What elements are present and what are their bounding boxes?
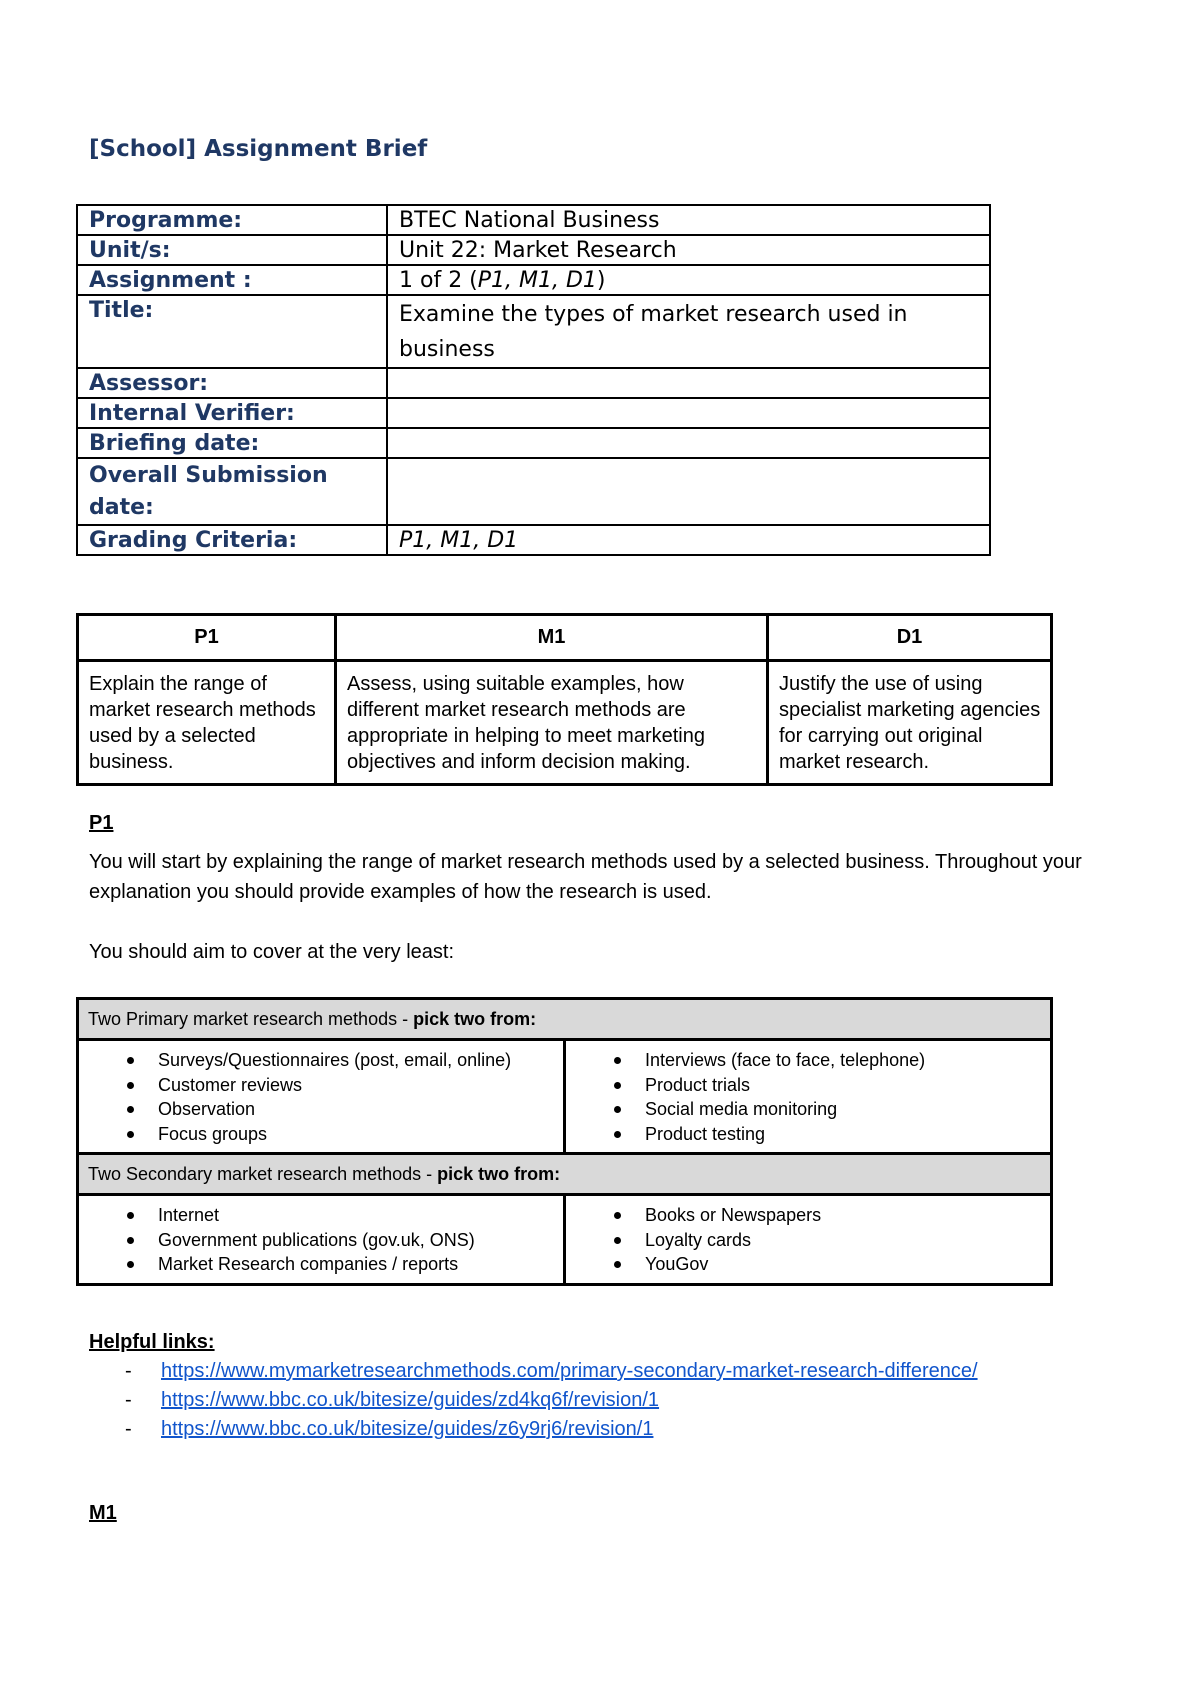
helpful-links-list — [89, 1357, 989, 1444]
assignment-value — [387, 265, 990, 295]
info-row-internal-verifier — [77, 398, 990, 428]
criteria-description-p1: Explain the range of market research methods used by a selected business. — [78, 661, 336, 785]
secondary-methods-heading — [78, 1154, 1052, 1195]
secondary-methods-header-row — [78, 1154, 1052, 1195]
assignment-label: Assignment : — [77, 265, 387, 295]
list-item: Market Research companies / reports — [79, 1252, 563, 1277]
primary-methods-right-cell — [565, 1040, 1052, 1154]
info-row-assignment — [77, 265, 990, 295]
info-row-overall-submission — [77, 458, 990, 525]
link-bbc-bitesize-zd4kq6f[interactable]: https://www.bbc.co.uk/bitesize/guides/zd4kq6f/revision/1 — [161, 1389, 660, 1411]
link-item — [89, 1357, 989, 1386]
list-item: YouGov — [566, 1252, 1050, 1277]
info-row-units — [77, 235, 990, 265]
primary-methods-right-list — [566, 1048, 1050, 1146]
primary-methods-header-row — [78, 999, 1052, 1040]
page-title: [School] Assignment Brief — [89, 136, 428, 162]
list-item: Customer reviews — [79, 1073, 563, 1098]
secondary-methods-right-cell — [565, 1195, 1052, 1285]
title-label: Title: — [77, 295, 387, 368]
briefing-date-label: Briefing date: — [77, 428, 387, 458]
criteria-description-d1: Justify the use of using specialist marketing agencies for carrying out original market research. — [768, 661, 1052, 785]
list-item: Surveys/Questionnaires (post, email, online) — [79, 1048, 563, 1073]
internal-verifier-label: Internal Verifier: — [77, 398, 387, 428]
assessor-value — [387, 368, 990, 398]
list-item: Social media monitoring — [566, 1097, 1050, 1122]
overall-submission-label: Overall Submission date: — [77, 458, 387, 525]
grading-criteria-table — [76, 613, 1053, 786]
list-item: Product testing — [566, 1122, 1050, 1147]
secondary-methods-left-list — [79, 1203, 563, 1277]
primary-methods-left-cell — [78, 1040, 565, 1154]
list-item: Product trials — [566, 1073, 1050, 1098]
programme-value: BTEC National Business — [387, 205, 990, 235]
grading-criteria-value: P1, M1, D1 — [387, 525, 990, 555]
assignment-info-table — [76, 204, 991, 556]
helpful-links-heading: Helpful links: — [89, 1331, 215, 1353]
info-row-programme — [77, 205, 990, 235]
list-item: Interviews (face to face, telephone) — [566, 1048, 1050, 1073]
link-item — [89, 1415, 989, 1444]
units-value: Unit 22: Market Research — [387, 235, 990, 265]
p1-paragraph: You will start by explaining the range of market research methods used by a selected business. Throughout your explanation you should provide examples of how the research is used. — [89, 851, 1082, 903]
grading-criteria-label: Grading Criteria: — [77, 525, 387, 555]
briefing-date-value — [387, 428, 990, 458]
link-mymarketresearchmethods[interactable]: https://www.mymarketresearchmethods.com/primary-secondary-market-research-difference/ — [161, 1360, 978, 1382]
assignment-value-suffix: ) — [596, 268, 606, 293]
secondary-methods-list-row — [78, 1195, 1052, 1285]
primary-methods-heading — [78, 999, 1052, 1040]
info-row-title — [77, 295, 990, 368]
criteria-header-d1: D1 — [768, 615, 1052, 661]
info-row-assessor — [77, 368, 990, 398]
title-value: Examine the types of market research used in business — [387, 295, 990, 368]
criteria-header-row — [78, 615, 1052, 661]
units-label: Unit/s: — [77, 235, 387, 265]
list-item: Internet — [79, 1203, 563, 1228]
primary-heading-bold: pick two from: — [413, 1008, 537, 1029]
list-item: Books or Newspapers — [566, 1203, 1050, 1228]
assignment-value-italic: P1, M1, D1 — [477, 268, 597, 293]
primary-methods-left-list — [79, 1048, 563, 1146]
assessor-label: Assessor: — [77, 368, 387, 398]
info-row-briefing-date — [77, 428, 990, 458]
p1-aim-paragraph: You should aim to cover at the very least: — [89, 941, 455, 963]
criteria-description-m1: Assess, using suitable examples, how different market research methods are appropriate in helping to meet marketing objectives and inform decision making. — [336, 661, 768, 785]
research-methods-table — [76, 997, 1053, 1286]
list-item: Observation — [79, 1097, 563, 1122]
assignment-value-prefix: 1 of 2 ( — [399, 268, 478, 293]
criteria-description-row — [78, 661, 1052, 785]
info-row-grading-criteria — [77, 525, 990, 555]
internal-verifier-value — [387, 398, 990, 428]
primary-heading-plain: Two Primary market research methods - — [88, 1008, 414, 1029]
overall-submission-value — [387, 458, 990, 525]
link-item — [89, 1386, 989, 1415]
secondary-heading-bold: pick two from: — [437, 1163, 561, 1184]
list-item: Government publications (gov.uk, ONS) — [79, 1228, 563, 1253]
p1-heading: P1 — [89, 812, 114, 834]
secondary-methods-left-cell — [78, 1195, 565, 1285]
link-bbc-bitesize-z6y9rj6[interactable]: https://www.bbc.co.uk/bitesize/guides/z6y9rj6/revision/1 — [161, 1418, 654, 1440]
list-item: Loyalty cards — [566, 1228, 1050, 1253]
list-item: Focus groups — [79, 1122, 563, 1147]
criteria-header-p1: P1 — [78, 615, 336, 661]
programme-label: Programme: — [77, 205, 387, 235]
primary-methods-list-row — [78, 1040, 1052, 1154]
secondary-methods-right-list — [566, 1203, 1050, 1277]
secondary-heading-plain: Two Secondary market research methods - — [88, 1163, 438, 1184]
m1-heading: M1 — [89, 1502, 117, 1524]
criteria-header-m1: M1 — [336, 615, 768, 661]
